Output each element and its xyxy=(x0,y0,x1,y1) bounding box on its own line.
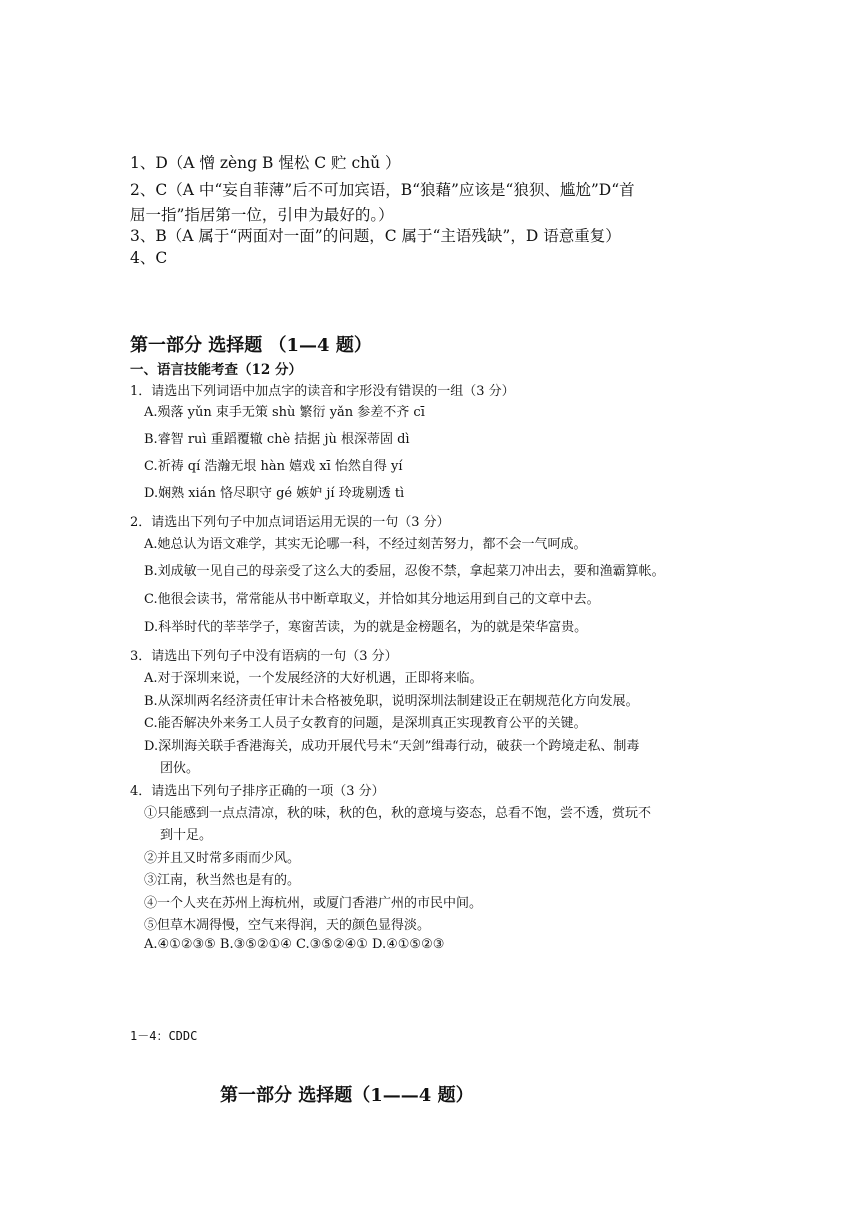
q2-option-b: B.刘成敏一见自己的母亲受了这么大的委屈，忍俊不禁，拿起菜刀冲出去，要和渔霸算帐。 xyxy=(144,564,665,579)
answers-block-2: 1－4：CDDC xyxy=(130,1029,198,1043)
q4-stem: 4．请选出下列句子排序正确的一项（3 分） xyxy=(130,784,385,799)
q4-sentence-5: ⑤但草木凋得慢，空气来得润，天的颜色显得淡。 xyxy=(144,918,431,933)
q4-sentence-4: ④一个人夹在苏州上海杭州，或厦门香港广州的市民中间。 xyxy=(144,896,483,911)
answer-line-3: 屈一指”指居第一位，引申为最好的。） xyxy=(130,206,394,224)
q4-sentence-1b: 到十足。 xyxy=(160,828,213,843)
answer-line-1: 1、D（A 憎 zèng B 惺松 C 贮 chǔ ） xyxy=(130,154,401,172)
q2-option-d: D.科举时代的莘莘学子，寒窗苦读，为的就是金榜题名，为的就是荣华富贵。 xyxy=(144,620,588,635)
q2-stem: 2．请选出下列句子中加点词语运用无误的一句（3 分） xyxy=(130,515,450,530)
answer-line-2: 2、C（A 中“妄自菲薄”后不可加宾语，B“狼藉”应该是“狼狈、尴尬”D“首 xyxy=(130,181,635,199)
q4-sentence-3: ③江南，秋当然也是有的。 xyxy=(144,873,301,888)
q2-option-a: A.她总认为语文难学，其实无论哪一科，不经过刻苦努力，都不会一气呵成。 xyxy=(144,537,587,552)
section-title: 第一部分 选择题 （1—4 题） xyxy=(130,335,372,356)
q1-stem: 1．请选出下列词语中加点字的读音和字形没有错误的一组（3 分） xyxy=(130,384,515,399)
q3-option-a: A.对于深圳来说，一个发展经济的大好机遇，正即将来临。 xyxy=(144,671,483,686)
q3-stem: 3．请选出下列句子中没有语病的一句（3 分） xyxy=(130,649,398,664)
answer-line-5: 4、C xyxy=(130,249,168,267)
q2-option-c: C.他很会读书，常常能从书中断章取义，并恰如其分地运用到自己的文章中去。 xyxy=(144,592,600,607)
q1-option-d: D.娴熟 xián 恪尽职守 gé 嫉妒 jí 玲珑剔透 tì xyxy=(144,486,405,501)
q3-option-c: C.能否解决外来务工人员子女教育的问题，是深圳真正实现教育公平的关键。 xyxy=(144,716,587,731)
section-2-title: 第一部分 选择题（1——4 题） xyxy=(220,1085,474,1106)
q4-sentence-2: ②并且又时常多雨而少风。 xyxy=(144,851,301,866)
q4-options: A.④①②③⑤ B.③⑤②①④ C.③⑤②④① D.④①⑤②③ xyxy=(144,937,445,952)
q1-option-a: A.殒落 yǔn 束手无策 shù 繁衍 yǎn 参差不齐 cī xyxy=(144,405,425,420)
q3-option-d-line2: 团伙。 xyxy=(160,761,200,776)
q1-option-c: C.祈祷 qí 浩瀚无垠 hàn 嬉戏 xī 怡然自得 yí xyxy=(144,459,403,474)
section-subtitle: 一、语言技能考查（12 分） xyxy=(130,362,302,378)
answer-line-4: 3、B（A 属于“两面对一面”的问题，C 属于“主语残缺”，D 语意重复） xyxy=(130,227,621,245)
q3-option-d-line1: D.深圳海关联手香港海关，成功开展代号未“天剑”缉毒行动，破获一个跨境走私、制毒 xyxy=(144,739,640,754)
q1-option-b: B.睿智 ruì 重蹈覆辙 chè 拮据 jù 根深蒂固 dì xyxy=(144,432,410,447)
q3-option-b: B.从深圳两名经济责任审计未合格被免职，说明深圳法制建设正在朝规范化方向发展。 xyxy=(144,694,639,709)
q4-sentence-1a: ①只能感到一点点清凉，秋的味，秋的色，秋的意境与姿态，总看不饱，尝不透，赏玩不 xyxy=(144,806,652,821)
